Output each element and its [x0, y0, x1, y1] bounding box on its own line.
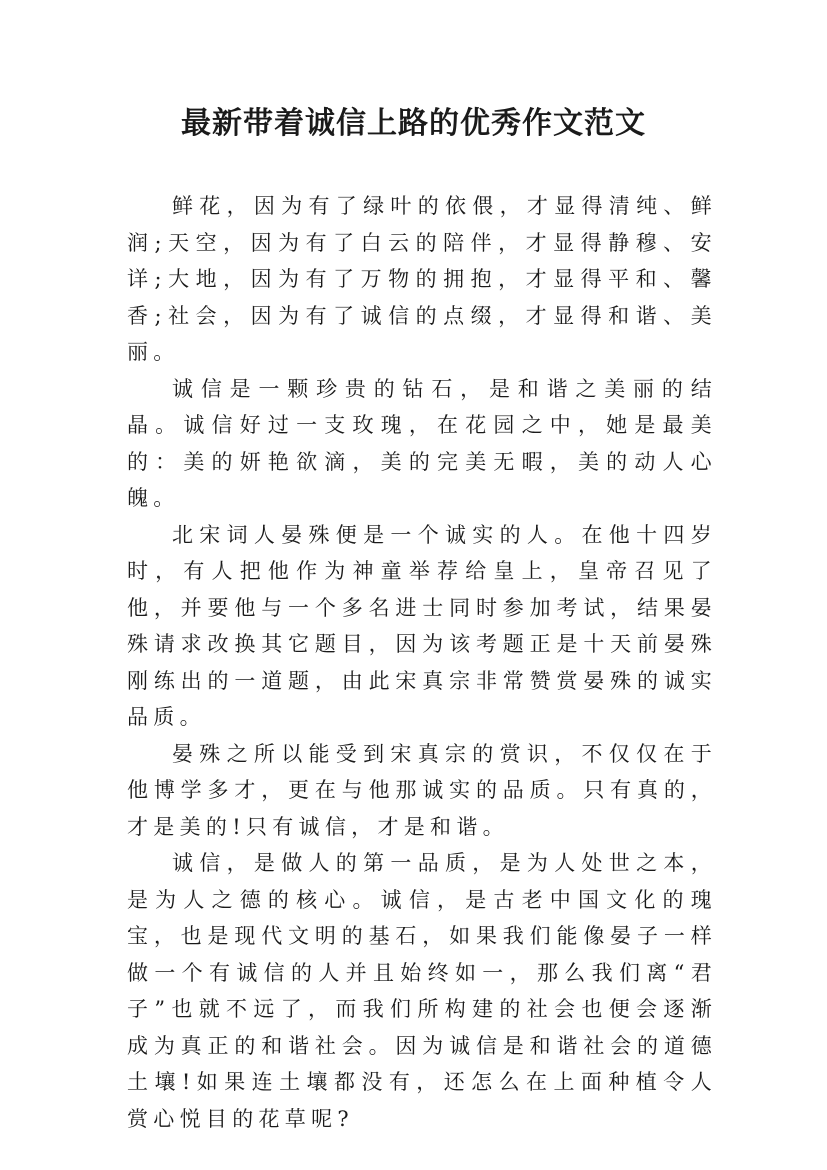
paragraph-5: 诚信，是做人的第一品质，是为人处世之本，是为人之德的核心。诚信，是古老中国文化的瑰宝，也是现代文明的基石，如果我们能像晏子一样做一个有诚信的人并且始终如一，那么我们离“君子”也就不远了，而我们所构建的社会也便会逐渐成为真正的和谐社会。因为诚信是和谐社会的道德土壤!如果连土壤都没有，还怎么在上面种植令人赏心悦目的花草呢? — [127, 851, 717, 1131]
document-body — [127, 188, 717, 1137]
paragraph-4: 晏殊之所以能受到宋真宗的赏识，不仅仅在于他博学多才，更在与他那诚实的品质。只有真的，才是美的!只有诚信，才是和谐。 — [127, 741, 717, 839]
paragraph-2: 诚信是一颗珍贵的钻石，是和谐之美丽的结晶。诚信好过一支玫瑰，在花园之中，她是最美的：美的妍艳欲滴，美的完美无暇，美的动人心魄。 — [127, 376, 717, 510]
paragraph-3: 北宋词人晏殊便是一个诚实的人。在他十四岁时，有人把他作为神童举荐给皇上，皇帝召见了他，并要他与一个多名进士同时参加考试，结果晏殊请求改换其它题目，因为该考题正是十天前晏殊刚练出的一道题，由此宋真宗非常赞赏晏殊的诚实品质。 — [127, 522, 717, 729]
paragraph-1: 鲜花，因为有了绿叶的依偎，才显得清纯、鲜润;天空，因为有了白云的陪伴，才显得静穆、安详;大地，因为有了万物的拥抱，才显得平和、馨香;社会，因为有了诚信的点缀，才显得和谐、美丽。 — [127, 194, 717, 364]
document-title: 最新带着诚信上路的优秀作文范文 — [181, 106, 646, 141]
